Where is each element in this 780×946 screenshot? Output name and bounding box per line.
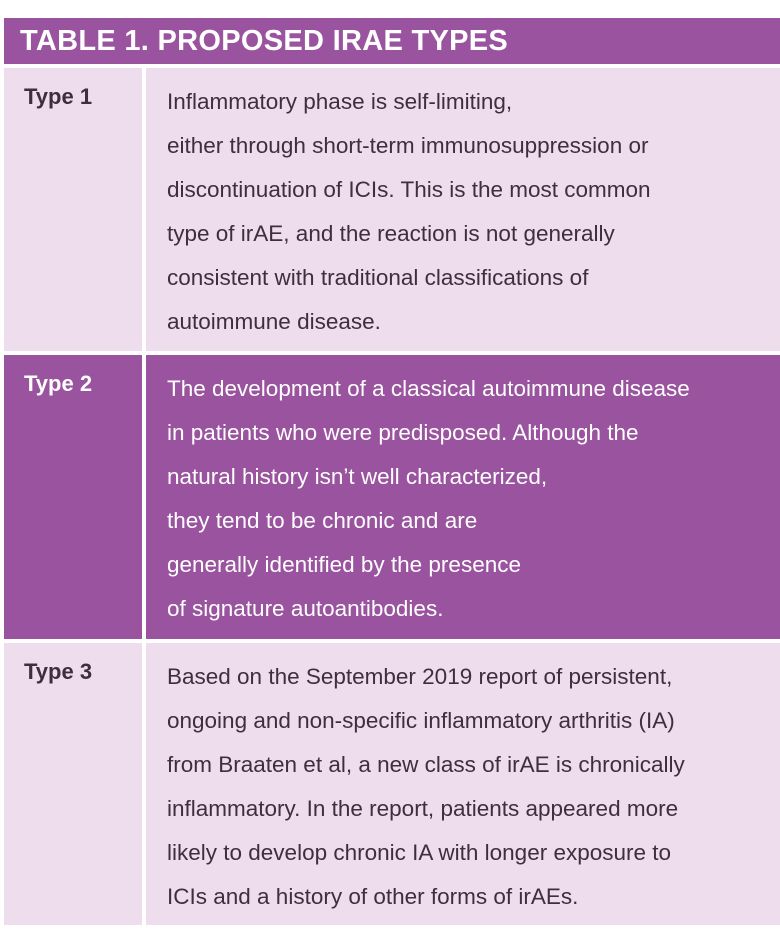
- description-line: autoimmune disease.: [167, 309, 381, 334]
- description-line: consistent with traditional classifications of: [167, 265, 589, 290]
- description-line: ICIs and a history of other forms of irAEs.: [167, 884, 579, 909]
- description-line: Based on the September 2019 report of persistent,: [167, 664, 673, 689]
- description-line: in patients who were predisposed. Although the: [167, 420, 639, 445]
- table-title: TABLE 1. PROPOSED IRAE TYPES: [4, 18, 780, 64]
- description-line: of signature autoantibodies.: [167, 596, 444, 621]
- description-line: The development of a classical autoimmune disease: [167, 376, 690, 401]
- description-line: ongoing and non-specific inflammatory arthritis (IA): [167, 708, 675, 733]
- description-line: type of irAE, and the reaction is not generally: [167, 221, 615, 246]
- description-line: Inflammatory phase is self-limiting,: [167, 89, 513, 114]
- description-line: likely to develop chronic IA with longer exposure to: [167, 840, 672, 865]
- description-line: natural history isn’t well characterized,: [167, 464, 548, 489]
- description-line: from Braaten et al, a new class of irAE is chronically: [167, 752, 685, 777]
- irae-types-table: [4, 18, 780, 925]
- type-description: [146, 643, 780, 925]
- description-line: either through short-term immunosuppression or: [167, 133, 649, 158]
- table-row-type-1: [4, 68, 780, 351]
- description-line: they tend to be chronic and are: [167, 508, 478, 533]
- type-label: Type 2: [4, 355, 142, 639]
- description-line: generally identified by the presence: [167, 552, 521, 577]
- description-line: discontinuation of ICIs. This is the most common: [167, 177, 651, 202]
- table-row-type-2: [4, 355, 780, 639]
- description-line: inflammatory. In the report, patients appeared more: [167, 796, 679, 821]
- table-row-type-3: [4, 643, 780, 925]
- type-description: [146, 355, 780, 639]
- type-description: [146, 68, 780, 351]
- type-label: Type 3: [4, 643, 142, 925]
- type-label: Type 1: [4, 68, 142, 351]
